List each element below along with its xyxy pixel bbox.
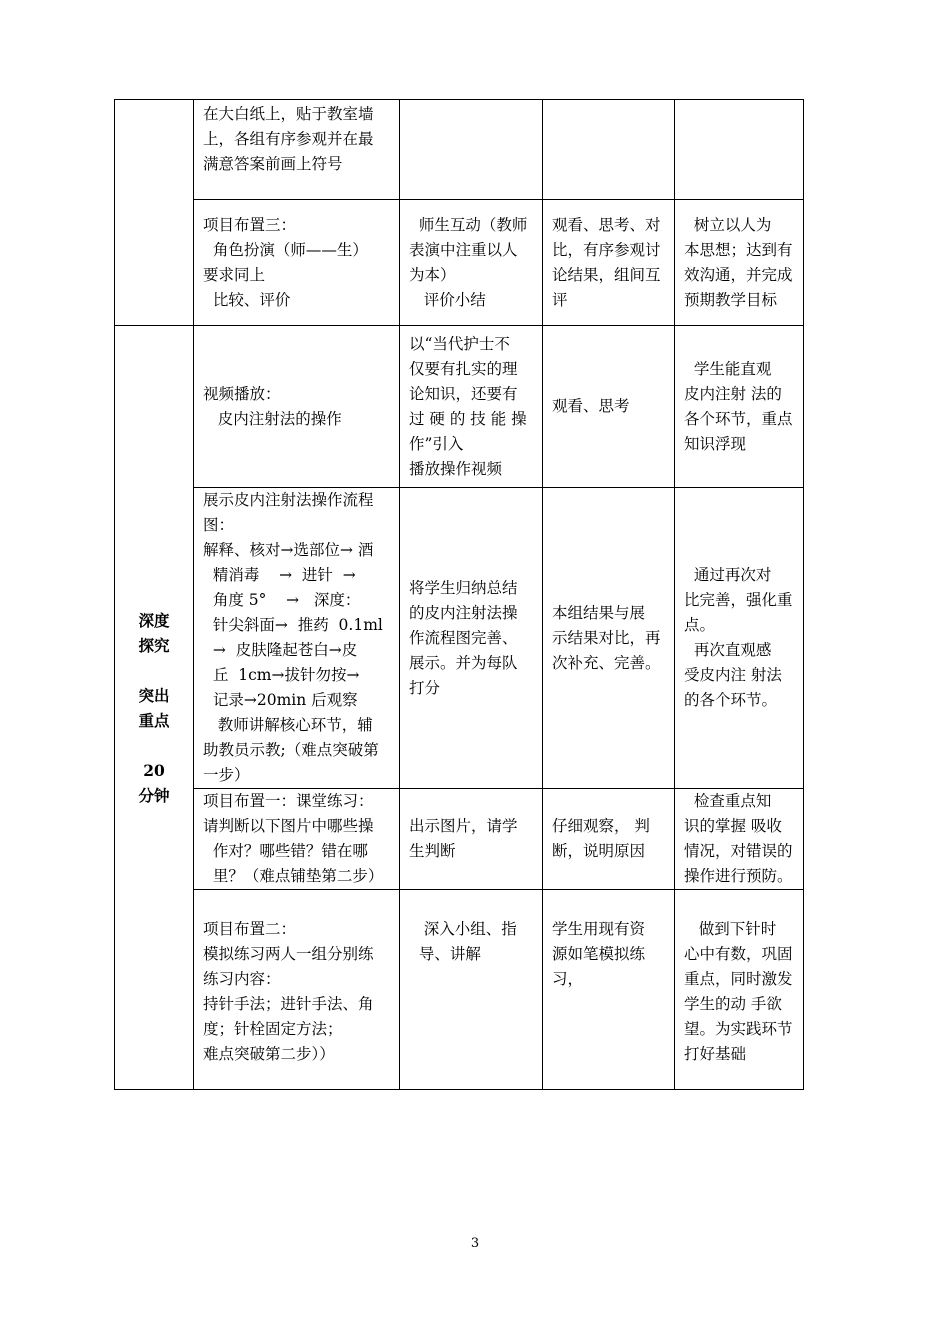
text-line: 再次直观感 [684, 641, 772, 659]
text-line: 精消毒 → 进针 → [203, 566, 356, 584]
text-line: 皮内注射 法的 [684, 384, 782, 403]
text-line: 项目布置二： [203, 920, 297, 938]
text-line: 心中有数，巩固 [684, 945, 793, 963]
text-line: 持针手法；进针手法、角 [203, 995, 374, 1013]
stage-minutes: 20 [143, 760, 165, 780]
text-line: 知识浮现 [684, 434, 747, 453]
stage-cell [115, 326, 194, 1090]
text-line: 度；针栓固定方法； [203, 1020, 343, 1038]
table-row [115, 326, 804, 488]
content-cell [194, 100, 400, 200]
table-row [115, 789, 804, 890]
text-line: 仔细观察， 判 [552, 817, 650, 835]
text-line: 深入小组、指 [409, 920, 517, 938]
student-cell [543, 100, 675, 200]
text-line: 学生的动 手欲 [684, 995, 782, 1013]
content-cell [194, 488, 400, 789]
text-line: 树立以人为 [684, 215, 772, 234]
text-line: 的各个环节。 [684, 691, 778, 709]
text-line: 导、讲解 [409, 945, 481, 963]
text-line: 角度 5° → 深度： [203, 591, 361, 609]
text-line: 项目布置一：课堂练习： [203, 792, 374, 810]
text-line: 过 硬 的 技 能 操 [409, 409, 527, 428]
text-line: 播放操作视频 [409, 459, 503, 478]
text-line: 识的掌握 吸收 [684, 817, 782, 835]
text-line: 望。为实践环节 [684, 1020, 793, 1038]
text-line: 里？（难点铺垫第二步） [203, 867, 384, 885]
teacher-cell [400, 326, 543, 488]
text-line: 展示。并为每队 [409, 653, 518, 672]
text-line: 次补充、完善。 [552, 653, 661, 672]
text-line: 皮内注射法的操作 [203, 409, 342, 428]
text-line: 视频播放： [203, 384, 281, 403]
text-line: 仅要有扎实的理 [409, 359, 518, 378]
text-line: 记录→20min 后观察 [203, 691, 358, 709]
text-line: 助教员示教;（难点突破第 [203, 741, 379, 759]
student-cell [543, 326, 675, 488]
text-line: 打分 [409, 678, 441, 697]
lesson-plan-table [114, 99, 804, 1090]
text-line: 本组结果与展 [552, 603, 646, 622]
teacher-cell [400, 890, 543, 1090]
text-line: 展示皮内注射法操作流程 [203, 491, 374, 509]
student-cell [543, 789, 675, 890]
stage-name: 深度 探究 [138, 610, 170, 655]
text-line: 打好基础 [684, 1045, 747, 1063]
text-line: → 皮肤隆起苍白→皮 [203, 641, 358, 659]
student-cell [543, 200, 675, 326]
table-row [115, 200, 804, 326]
student-cell [543, 890, 675, 1090]
text-line: 作”引入 [409, 434, 464, 453]
text-line: 满意答案前画上符号 [203, 155, 343, 173]
text-line: 观看、思考、对 [552, 215, 661, 234]
intent-cell [675, 789, 804, 890]
text-line: 学生能直观 [684, 359, 772, 378]
content-cell [194, 326, 400, 488]
text-line: 论结果，组间互 [552, 265, 661, 284]
text-line: 示结果对比，再 [552, 628, 661, 647]
text-line: 一步） [203, 766, 250, 784]
text-line: 各个环节，重点 [684, 409, 793, 428]
text-line: 做到下针时 [684, 920, 777, 938]
text-line: 将学生归纳总结 [409, 578, 518, 597]
teacher-cell [400, 488, 543, 789]
text-line: 习， [552, 970, 584, 988]
text-line: 评价小结 [409, 290, 486, 309]
text-line: 以“当代护士不 [409, 334, 510, 353]
intent-cell [675, 200, 804, 326]
intent-cell [675, 100, 804, 200]
text-line: 学生用现有资 [552, 920, 646, 938]
text-line: 教师讲解核心环节，辅 [203, 716, 373, 734]
stage-cell-empty [115, 100, 194, 326]
text-line: 难点突破第二步）） [203, 1045, 335, 1063]
teacher-cell [400, 200, 543, 326]
text-line: 角色扮演（师——生） [203, 240, 368, 259]
content-cell [194, 890, 400, 1090]
text-line: 源如笔模拟练 [552, 945, 646, 963]
text-line: 效沟通，并完成 [684, 265, 793, 284]
text-line: 项目布置三： [203, 215, 297, 234]
text-line: 评 [552, 290, 568, 309]
student-cell [543, 488, 675, 789]
text-line: 观看、思考 [552, 397, 630, 415]
text-line: 比，有序参观讨 [552, 240, 661, 259]
text-line: 解释、核对→选部位→ 酒 [203, 541, 374, 559]
text-line: 预期教学目标 [684, 290, 778, 309]
text-line: 情况，对错误的 [684, 842, 793, 860]
text-line: 师生互动（教师 [409, 215, 528, 234]
table-row [115, 890, 804, 1090]
text-line: 受皮内注 射法 [684, 666, 782, 684]
text-line: 断，说明原因 [552, 842, 646, 860]
text-line: 针尖斜面→ 推药 0.1ml [203, 616, 383, 634]
text-line: 比完善，强化重 [684, 591, 793, 609]
content-cell [194, 789, 400, 890]
text-line: 比较、评价 [203, 290, 291, 309]
content-cell [194, 200, 400, 326]
text-line: 作对？哪些错？错在哪 [203, 842, 368, 860]
text-line: 图： [203, 516, 235, 534]
teacher-cell [400, 789, 543, 890]
table-row [115, 100, 804, 200]
text-line: 重点，同时激发 [684, 970, 793, 988]
page-number: 3 [470, 1236, 480, 1251]
text-line: 丘 1cm→拔针勿按→ [203, 666, 360, 684]
text-line: 要求同上 [203, 265, 266, 284]
text-line: 作流程图完善、 [409, 628, 518, 647]
text-line: 本思想；达到有 [684, 240, 793, 259]
text-line: 点。 [684, 616, 716, 634]
text-line: 请判断以下图片中哪些操 [203, 817, 374, 835]
intent-cell [675, 890, 804, 1090]
text-line: 表演中注重以人 [409, 240, 518, 259]
intent-cell [675, 326, 804, 488]
text-line: 模拟练习两人一组分别练 [203, 945, 374, 963]
text-line: 的皮内注射法操 [409, 603, 518, 622]
teacher-cell [400, 100, 543, 200]
text-line: 在大白纸上，贴于教室墙 [203, 105, 374, 123]
table-row [115, 488, 804, 789]
text-line: 生判断 [409, 842, 456, 860]
text-line: 通过再次对 [684, 566, 772, 584]
stage-unit: 分钟 [138, 785, 170, 805]
text-line: 操作进行预防。 [684, 867, 793, 885]
text-line: 练习内容： [203, 970, 281, 988]
text-line: 出示图片，请学 [409, 817, 518, 835]
text-line: 检查重点知 [684, 792, 772, 810]
intent-cell [675, 488, 804, 789]
text-line: 为本） [409, 265, 456, 284]
stage-focus: 突出 重点 [138, 685, 170, 730]
text-line: 上，各组有序参观并在最 [203, 130, 374, 148]
text-line: 论知识，还要有 [409, 384, 518, 403]
